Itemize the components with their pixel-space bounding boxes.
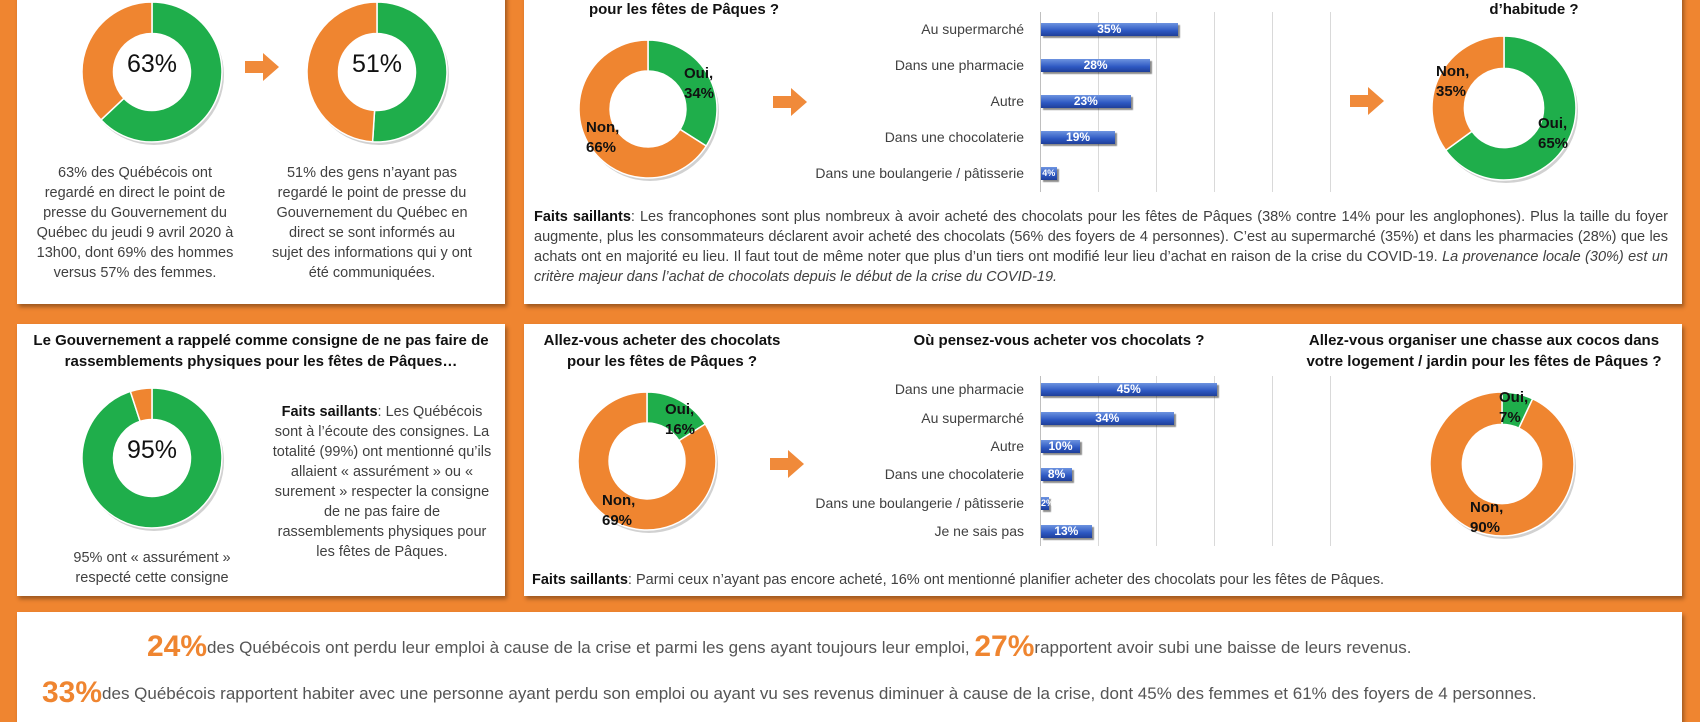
bar-value-label: 28% [1083,58,1108,72]
gridline [1156,376,1157,546]
donut-usual [1424,30,1584,186]
bar [1041,412,1174,425]
gridline [1330,376,1331,546]
stat-income-drop: 27% [974,630,1035,663]
gridline [1214,376,1215,546]
bar-chart-planned-place [754,376,1374,546]
bar-chart-purchase-place [754,12,1374,192]
label-non: Non, 69% [602,492,636,529]
bar-category-label: Au supermarché [921,409,1024,426]
bar [1041,383,1217,396]
bar-value-label: 10% [1048,438,1073,453]
caption-gathering: 95% ont « assurément » respecté cette consigne [73,550,231,586]
donut-63-label: 63% [126,50,178,78]
panel-chocolate-plans [524,324,1682,596]
employment-line-1: 24%des Québécois ont perdu leur emploi à cause de la crise et parmi les gens ayant toujours leur emploi, 27%rapportent avoir subi une baisse de leurs revenus. [147,630,1412,663]
stat-lost-job: 24% [147,630,208,663]
bar [1041,525,1092,538]
label-oui: Oui, 34% [684,65,715,102]
gridline [1214,12,1215,192]
bar-value-label: 19% [1066,130,1091,144]
question-usual-place: d’habitude ? [1489,1,1579,18]
faits-saillants-gathering: Faits saillants: Les Québécois sont à l’écoute des consignes. La totalité (99%) ont mentionné qu’ils allaient « assurément » ou « surement » respecter la consigne de ne pas faire de rassemblements physiques pour les fêtes de Pâques. [272,404,492,560]
bar [1041,131,1115,144]
bar-value-label: 35% [1097,22,1122,36]
gridline [1330,12,1331,192]
bar-category-label: Au supermarché [921,21,1024,37]
bar-category-label: Dans une boulangerie / pâtisserie [815,494,1024,511]
question-bought-chocolate: pour les fêtes de Pâques ? [588,1,780,18]
panel-employment [17,612,1682,722]
label-non: Non, 90% [1470,499,1504,536]
bar-category-label: Autre [990,437,1024,454]
arrow-right-icon [245,52,281,82]
question-will-buy: Allez-vous acheter des chocolats pour les fêtes de Pâques ? [543,332,781,370]
bar-value-label: 34% [1095,410,1120,425]
donut-95-label: 95% [126,436,178,464]
label-oui: Oui, 7% [1499,389,1529,426]
caption-press-informed: 51% des gens n’ayant pas regardé le point de presse du Gouvernement du Québec en direct se sont informés au sujet des informations qui y ont été communiquées. [272,165,472,281]
bar-category-label: Dans une chocolaterie [884,466,1024,483]
bar-value-label: 2% [1041,497,1055,508]
label-non: Non, 66% [586,119,620,156]
bar-category-label: Dans une boulangerie / pâtisserie [815,165,1024,181]
plot-area [1040,12,1340,192]
faits-saillants-plans: Faits saillants: Parmi ceux n’ayant pas encore acheté, 16% ont mentionné planifier acheter des chocolats pour les fêtes de Pâques. [532,572,1384,588]
bar-value-label: 8% [1047,467,1066,482]
bar-value-label: 45% [1116,382,1141,397]
question-where-buy: Où pensez-vous acheter vos chocolats ? [913,332,1205,349]
gridline [1098,376,1099,546]
panel-chocolate-bought [524,0,1682,304]
faits-saillants-bought: Faits saillants: Les francophones sont plus nombreux à avoir acheté des chocolats pour les fêtes de Pâques (38% contre 14% pour les anglophones). Plus la taille du foyer augmente, plus les consommateurs déclarent avoir acheté des chocolats (56% des foyers de 4 personnes). C’est au supermarché (35%) et dans les pharmacies (28%) que les achats ont en majorité eu lieu. Il faut tout de même noter que plus d’un tiers ont modifié leur lieu d’achat en raison de la crise du COVID-19. La provenance locale (30%) est un critère majeur dans l’achat de chocolats depuis le début de la crise du COVID-19. [534,209,1669,285]
bar-value-label: 4% [1042,168,1056,178]
gridline [1272,376,1273,546]
plot-area [1040,376,1340,546]
gridline [1040,376,1041,546]
bar [1041,167,1057,180]
gridline [1156,12,1157,192]
label-oui: Oui, 65% [1538,115,1569,152]
bar-category-label: Autre [990,93,1024,109]
donut-bought [568,34,728,184]
caption-press-watched: 63% des Québécois ont regardé en direct le point de presse du Gouvernement du Québec du jeudi 9 avril 2020 à 13h00, dont 69% des hommes versus 57% des femmes. [36,165,234,281]
bar [1041,468,1072,481]
gridline [1272,12,1273,192]
title-gathering-rule: Le Gouvernement a rappelé comme consigne de ne pas faire de rassemblements physiques pour les fêtes de Pâques… [33,332,489,370]
arrow-right-icon [1350,86,1386,116]
panel-gathering-rule [17,324,505,596]
bar [1041,95,1131,108]
employment-line-2: 33%des Québécois rapportent habiter avec une personne ayant perdu son emploi ou ayant vu ses revenus diminuer à cause de la crise, dont 45% des femmes et 61% des foyers de 4 personnes. [42,676,1537,709]
donut-51-label: 51% [351,50,403,78]
bar-category-label: Dans une pharmacie [894,381,1024,398]
panel-press-conference [17,0,505,304]
donut-will-buy [567,386,727,536]
question-egg-hunt: Allez-vous organiser une chasse aux cocos dans votre logement / jardin pour les fêtes de Pâques ? [1306,332,1662,370]
stat-household-impact: 33% [42,676,103,709]
bar [1041,497,1055,510]
label-non: Non, 35% [1436,63,1470,100]
bar-category-label: Je ne sais pas [934,522,1024,539]
bar [1041,23,1178,36]
bar [1041,59,1150,72]
bar-category-label: Dans une pharmacie [894,57,1024,73]
bar [1041,440,1080,453]
bar-category-label: Dans une chocolaterie [884,129,1024,145]
bar-value-label: 13% [1054,523,1079,538]
label-oui: Oui, 16% [665,401,696,438]
bar-value-label: 23% [1073,94,1098,108]
